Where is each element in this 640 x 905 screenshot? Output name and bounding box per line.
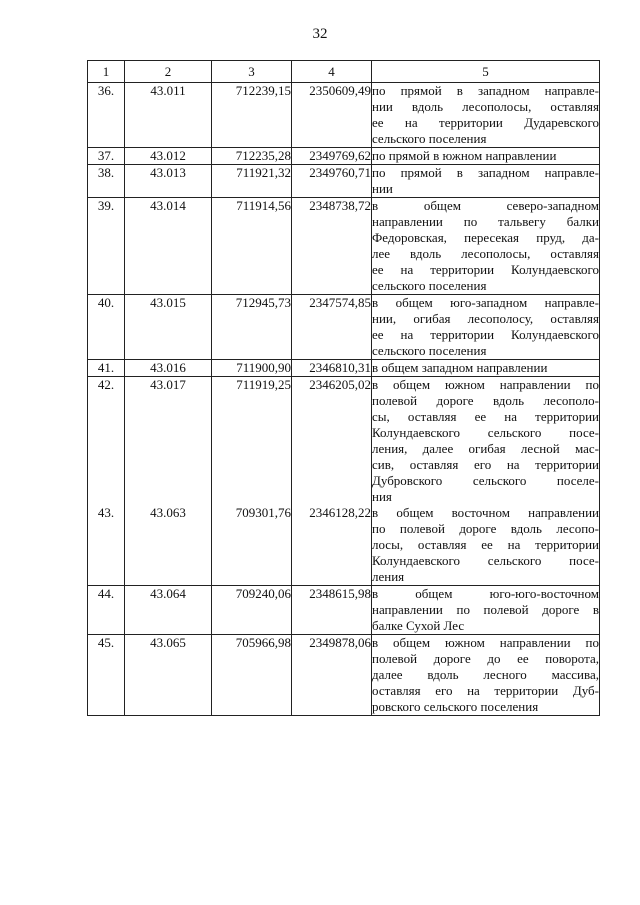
y-coordinate-cell: 2348615,98 [292, 586, 372, 635]
description-line: полевой дороге вдоль лесополо- [372, 393, 599, 408]
description-line: сельского поселения [372, 343, 487, 358]
description-cell [372, 148, 600, 165]
description-line: нии [372, 181, 393, 196]
description-line: нии вдоль лесополосы, оставляя [372, 99, 599, 114]
point-code-cell: 43.063 [125, 505, 212, 586]
x-coordinate-cell: 712235,28 [212, 148, 292, 165]
description-line: в общем южном направлении по [372, 377, 599, 392]
description-line: сы, оставляя ее на территории [372, 409, 599, 424]
column-header-description: 5 [372, 61, 600, 83]
table-row [88, 165, 600, 198]
description-line: в общем южном направлении по [372, 635, 599, 650]
description-cell [372, 505, 600, 586]
table-body [88, 83, 600, 716]
point-code-cell: 43.012 [125, 148, 212, 165]
description-line: сельского поселения [372, 278, 487, 293]
table-row [88, 635, 600, 716]
description-line: лее вдоль лесополосы, оставляя [372, 246, 599, 261]
description-line: по прямой в западном направле- [372, 165, 599, 180]
description-line: ее на территории Дударевского [372, 115, 599, 130]
x-coordinate-cell: 711914,56 [212, 198, 292, 295]
point-code-cell: 43.017 [125, 377, 212, 506]
x-coordinate-cell: 711900,90 [212, 360, 292, 377]
description-cell [372, 198, 600, 295]
description-line: ления, далее огибая лесной мас- [372, 441, 599, 456]
row-number-cell: 43. [88, 505, 125, 586]
description-line: в общем северо-западном [372, 198, 599, 213]
table-row [88, 148, 600, 165]
description-line: Колундаевского сельского посе- [372, 553, 599, 568]
description-line: полевой дороге до ее поворота, [372, 651, 599, 666]
description-line: в общем юго-юго-восточном [372, 586, 599, 601]
row-number-cell: 40. [88, 295, 125, 360]
point-code-cell: 43.015 [125, 295, 212, 360]
column-header-y: 4 [292, 61, 372, 83]
point-code-cell: 43.014 [125, 198, 212, 295]
description-line: балке Сухой Лес [372, 618, 465, 633]
point-code-cell: 43.011 [125, 83, 212, 148]
description-line: в общем восточном направлении [372, 505, 599, 520]
point-code-cell: 43.016 [125, 360, 212, 377]
description-cell [372, 360, 600, 377]
description-line: Колундаевского сельского посе- [372, 425, 599, 440]
x-coordinate-cell: 712945,73 [212, 295, 292, 360]
table-row [88, 295, 600, 360]
description-cell [372, 377, 600, 506]
table-row [88, 83, 600, 148]
description-line: по прямой в южном направлении [372, 148, 557, 163]
row-number-cell: 39. [88, 198, 125, 295]
x-coordinate-cell: 712239,15 [212, 83, 292, 148]
description-cell [372, 586, 600, 635]
row-number-cell: 37. [88, 148, 125, 165]
y-coordinate-cell: 2346205,02 [292, 377, 372, 506]
row-number-cell: 42. [88, 377, 125, 506]
description-line: нии, огибая лесополосу, оставляя [372, 311, 599, 326]
description-line: сив, оставляя его на территории [372, 457, 599, 472]
description-line: в общем западном направлении [372, 360, 548, 375]
point-code-cell: 43.064 [125, 586, 212, 635]
row-number-cell: 44. [88, 586, 125, 635]
y-coordinate-cell: 2349878,06 [292, 635, 372, 716]
y-coordinate-cell: 2349760,71 [292, 165, 372, 198]
table-header-row [88, 61, 600, 83]
y-coordinate-cell: 2350609,49 [292, 83, 372, 148]
description-cell [372, 635, 600, 716]
description-line: по прямой в западном направле- [372, 83, 599, 98]
description-line: направлении по полевой дороге в [372, 602, 599, 617]
table-row [88, 505, 600, 586]
row-number-cell: 45. [88, 635, 125, 716]
row-number-cell: 36. [88, 83, 125, 148]
column-header-code: 2 [125, 61, 212, 83]
boundary-points-table [87, 60, 600, 716]
table-row [88, 198, 600, 295]
page-number: 32 [312, 26, 328, 42]
y-coordinate-cell: 2348738,72 [292, 198, 372, 295]
description-line: в общем юго-западном направле- [372, 295, 599, 310]
table-row [88, 586, 600, 635]
description-line: ния [372, 489, 392, 504]
x-coordinate-cell: 711919,25 [212, 377, 292, 506]
description-cell [372, 83, 600, 148]
description-line: ее на территории Колундаевского [372, 327, 599, 342]
description-line: далее вдоль лесного массива, [372, 667, 599, 682]
y-coordinate-cell: 2346128,22 [292, 505, 372, 586]
description-line: ее на территории Колундаевского [372, 262, 599, 277]
row-number-cell: 38. [88, 165, 125, 198]
description-line: оставляя его на территории Дуб- [372, 683, 599, 698]
description-line: по полевой дороге вдоль лесопо- [372, 521, 599, 536]
x-coordinate-cell: 711921,32 [212, 165, 292, 198]
x-coordinate-cell: 709240,06 [212, 586, 292, 635]
description-line: Дубровского сельского поселе- [372, 473, 599, 488]
column-header-x: 3 [212, 61, 292, 83]
table-row [88, 377, 600, 506]
column-header-number: 1 [88, 61, 125, 83]
y-coordinate-cell: 2346810,31 [292, 360, 372, 377]
y-coordinate-cell: 2349769,62 [292, 148, 372, 165]
description-line: ления [372, 569, 405, 584]
point-code-cell: 43.013 [125, 165, 212, 198]
description-line: сельского поселения [372, 131, 487, 146]
description-cell [372, 165, 600, 198]
description-line: ровского сельского поселения [372, 699, 539, 714]
description-cell [372, 295, 600, 360]
x-coordinate-cell: 709301,76 [212, 505, 292, 586]
description-line: направлении по тальвегу балки [372, 214, 599, 229]
row-number-cell: 41. [88, 360, 125, 377]
description-line: Федоровская, пересекая пруд, да- [372, 230, 599, 245]
point-code-cell: 43.065 [125, 635, 212, 716]
y-coordinate-cell: 2347574,85 [292, 295, 372, 360]
x-coordinate-cell: 705966,98 [212, 635, 292, 716]
description-line: лосы, оставляя ее на территории [372, 537, 599, 552]
table-row [88, 360, 600, 377]
